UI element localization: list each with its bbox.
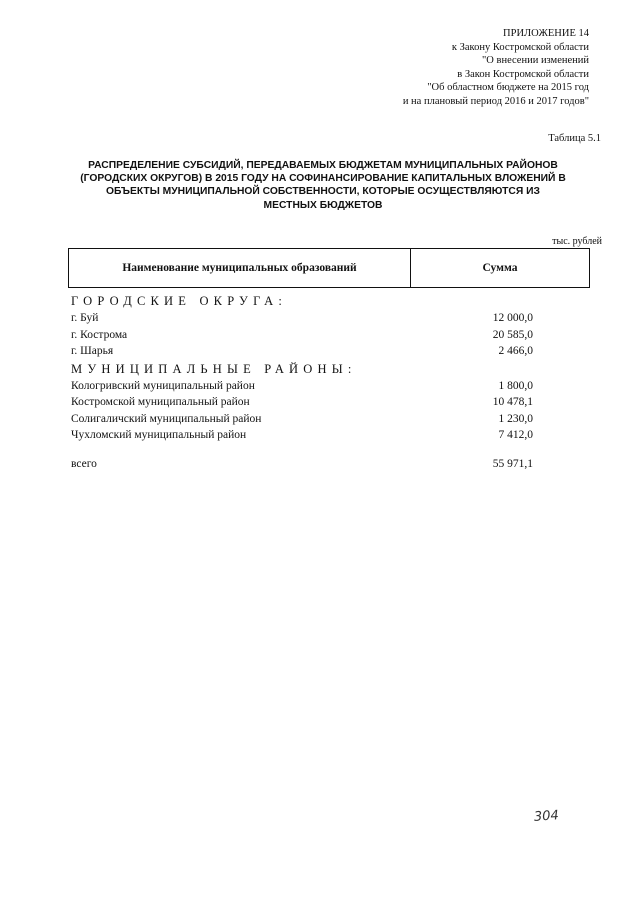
table-number: Таблица 5.1 <box>548 133 601 144</box>
row-value: 20 585,0 <box>492 328 533 341</box>
table-row <box>71 378 591 395</box>
group-title-municipal-districts: МУНИЦИПАЛЬНЫЕ РАЙОНЫ: <box>71 361 357 376</box>
appendix-header <box>269 27 589 109</box>
row-value: 7 412,0 <box>498 429 533 441</box>
handwritten-page-number: 304 <box>533 808 560 825</box>
appendix-line: "Об областном бюджете на 2015 год <box>427 82 589 94</box>
row-name: г. Кострома <box>71 328 128 341</box>
table-body <box>71 292 591 472</box>
row-value: 10 478,1 <box>492 396 533 408</box>
row-value: 1 800,0 <box>498 379 533 392</box>
row-name: Солигаличский муниципальный район <box>71 412 262 425</box>
group-title-city-districts: ГОРОДСКИЕ ОКРУГА: <box>71 294 288 308</box>
table-row <box>71 394 591 411</box>
row-name: Кологривский муниципальный район <box>71 379 255 392</box>
table-row <box>71 327 591 344</box>
units-label: тыс. рублей <box>552 236 602 247</box>
row-value: 2 466,0 <box>498 345 533 357</box>
appendix-line: и на плановый период 2016 и 2017 годов" <box>402 95 589 107</box>
total-value: 55 971,1 <box>492 457 533 470</box>
row-value: 12 000,0 <box>492 312 533 324</box>
title-line: РАСПРЕДЕЛЕНИЕ СУБСИДИЙ, ПЕРЕДАВАЕМЫХ БЮДЖЕТАМ МУНИЦИПАЛЬНЫХ РАЙОНОВ <box>88 160 558 171</box>
appendix-line: к Закону Костромской области <box>451 41 589 53</box>
header-name-column: Наименование муниципальных образований <box>69 249 411 287</box>
document-title <box>60 159 586 212</box>
total-row <box>71 456 591 473</box>
total-label: всего <box>71 457 97 470</box>
row-name: Чухломский муниципальный район <box>71 429 247 441</box>
row-name: г. Буй <box>71 312 99 324</box>
row-name: г. Шарья <box>71 345 114 357</box>
title-line: МЕСТНЫХ БЮДЖЕТОВ <box>263 199 383 211</box>
table-row <box>71 343 591 360</box>
table-row <box>71 411 591 428</box>
title-line: ОБЪЕКТЫ МУНИЦИПАЛЬНОЙ СОБСТВЕННОСТИ, КОТОРЫЕ ОСУЩЕСТВЛЯЮТСЯ ИЗ <box>106 186 540 198</box>
appendix-line: "О внесении изменений <box>482 55 589 67</box>
row-value: 1 230,0 <box>498 412 533 425</box>
spacer <box>71 444 591 456</box>
title-line: (ГОРОДСКИХ ОКРУГОВ) В 2015 ГОДУ НА СОФИНАНСИРОВАНИЕ КАПИТАЛЬНЫХ ВЛОЖЕНИЙ В <box>80 173 566 185</box>
table-row <box>71 427 591 444</box>
table-header <box>68 248 590 288</box>
table-row <box>71 310 591 327</box>
row-name: Костромской муниципальный район <box>71 396 250 408</box>
appendix-line: ПРИЛОЖЕНИЕ 14 <box>503 28 589 39</box>
header-sum-column: Сумма <box>482 262 518 274</box>
appendix-line: в Закон Костромской области <box>457 68 589 80</box>
